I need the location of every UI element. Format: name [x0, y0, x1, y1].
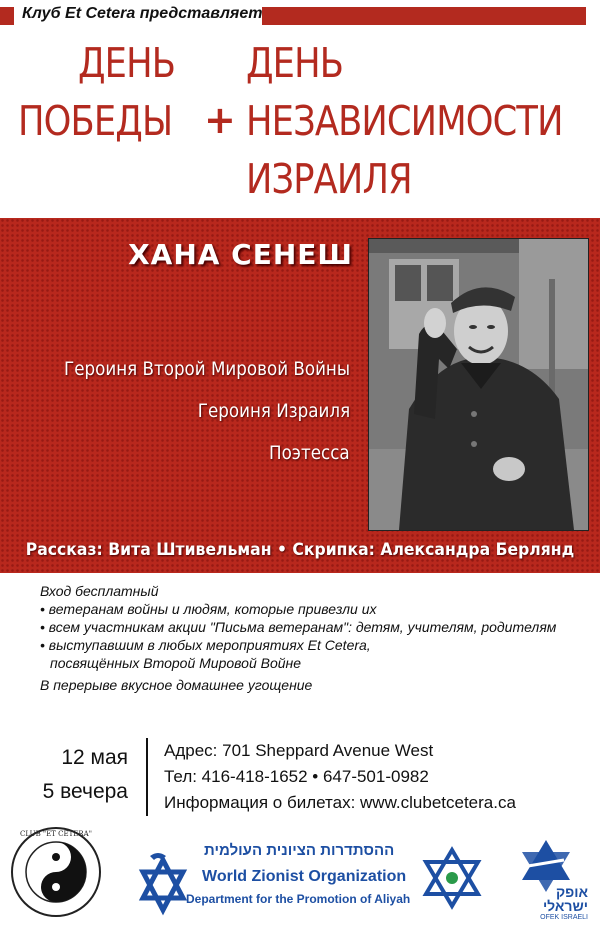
info-bullet-3-cont: посвящённых Второй Мировой Войне — [50, 655, 302, 671]
phone-text: Тел: 416-418-1652 • 647-501-0982 — [164, 767, 429, 786]
info-bullet-2: • всем участникам акции "Письма ветеранам": детям, учителям, родителям — [40, 619, 557, 635]
address-text: Адрес: 701 Sheppard Avenue West — [164, 741, 434, 760]
wzo-name: World Zionist Organization — [202, 868, 407, 885]
title-left-line1: ДЕНЬ — [78, 39, 176, 87]
credits-line: Рассказ: Вита Штивельман • Скрипка: Александра Берлянд — [25, 540, 575, 560]
wzo-hebrew: ההסתדרות הציונית העולמית — [204, 842, 395, 859]
hero-photo — [368, 238, 589, 531]
hero-role-2: Героиня Израиля — [197, 400, 350, 422]
club-logo — [10, 826, 102, 918]
hero-name: ХАНА СЕНЕШ — [128, 238, 353, 271]
divider-line — [146, 738, 148, 816]
tickets-text[interactable]: Информация о билетах: www.clubetcetera.ca — [164, 793, 516, 812]
hero-role-1: Героиня Второй Мировой Войны — [63, 358, 350, 380]
refreshments-text: В перерыве вкусное домашнее угощение — [40, 677, 313, 693]
ofek-hebrew-1: אופק — [555, 884, 588, 900]
hero-role-3: Поэтесса — [269, 442, 350, 464]
title-plus: + — [204, 98, 236, 142]
presents-text: Клуб Et Cetera представляет — [22, 5, 263, 22]
info-bullet-3: • выступавшим в любых мероприятиях Et Cetera, — [40, 637, 371, 653]
info-bullet-1: • ветеранам войны и людям, которые привезли их — [40, 601, 377, 617]
title-right-line1: ДЕНЬ — [246, 39, 344, 87]
title-right-line2: НЕЗАВИСИМОСТИ — [246, 97, 563, 145]
wzo-dept: Department for the Promotion of Aliyah — [186, 892, 411, 906]
club-logo-text: CLUB "ET CETERA" — [20, 830, 92, 838]
event-date: 12 мая — [61, 746, 128, 769]
wzo-logo — [128, 838, 428, 920]
title-left-line2: ПОБЕДЫ — [18, 97, 173, 145]
event-time: 5 вечера — [42, 780, 128, 803]
ofek-logo — [498, 836, 594, 924]
free-entry-text: Вход бесплатный — [40, 583, 159, 599]
star-emblem-icon — [420, 846, 484, 910]
title-right-line3: ИЗРАИЛЯ — [246, 155, 412, 203]
ofek-en: OFEK ISRAELI — [540, 914, 588, 921]
info-block — [40, 582, 556, 694]
wzo-star-icon — [128, 848, 198, 918]
header-bar-right — [262, 7, 586, 25]
header-bar-left — [0, 7, 14, 25]
ofek-hebrew-2: ישראלי — [542, 898, 588, 914]
